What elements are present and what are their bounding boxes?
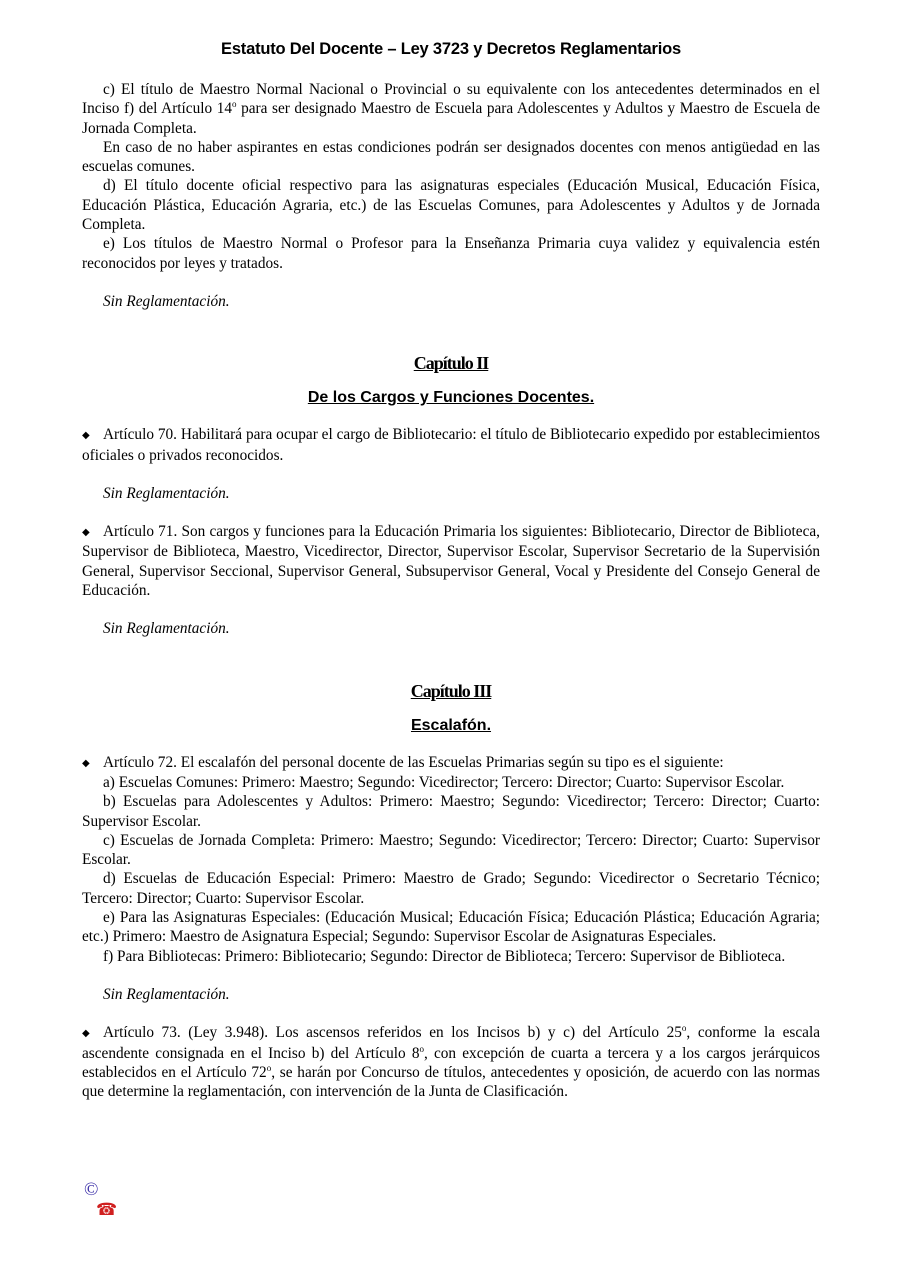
sin-reglamentacion-note: Sin Reglamentación. — [103, 620, 230, 638]
article-71: ◆ Artículo 71. Son cargos y funciones para la Educación Primaria los siguientes: Bibliotecario, Director de Biblioteca, Supervisor de Biblioteca, Maestro, Vicedirector, Director, Supervisor Escolar, Supervisor Secretario de la Supervisión General, Supervisor Seccional, Supervisor General, Subsupervisor General, Vocal y Presidente del Consejo General de Educación. — [82, 523, 820, 600]
list-item: d) Escuelas de Educación Especial: Primero: Maestro de Grado; Segundo: Vicedirector o Secretario Técnico; Tercero: Director; Cuarto: Supervisor Escolar. — [82, 870, 820, 907]
sin-reglamentacion-note: Sin Reglamentación. — [103, 985, 230, 1003]
article-73: ◆ Artículo 73. (Ley 3.948). Los ascensos referidos en los Incisos b) y c) del Artículo 25$^o$, conforme la escala ascendente consignada en el Inciso b) del Artículo 8$^o$, con excepción de cuarta a tercera y a los cargos jerárquicos establecidos en el Artículo 72$^o$, se harán por Concurso de títulos, antecedentes y oposición, de acuerdo con las normas que determine la reglamentación, con intervención de la Junta de Clasificación. — [82, 1023, 820, 1101]
list-item: b) Escuelas para Adolescentes y Adultos: Primero: Maestro; Segundo: Vicedirector; Tercero: Director; Cuarto: Supervisor Escolar. — [82, 793, 820, 830]
sin-reglamentacion-note: Sin Reglamentación. — [103, 484, 230, 502]
chapter-3-title: Capítulo III — [410, 680, 492, 701]
article-70: ◆ Artículo 70. Habilitará para ocupar el cargo de Bibliotecario: el título de Bibliotecario expedido por establecimientos oficiales o privados reconocidos. — [82, 426, 820, 464]
list-item: e) Para las Asignaturas Especiales: (Educación Musical; Educación Física; Educación Plástica; Educación Agraria; etc.) Primero: Maestro de Asignatura Especial; Segundo: Supervisor Escolar de Asignaturas Especiales. — [82, 909, 820, 946]
document-page — [82, 40, 820, 1101]
page-footer — [84, 1180, 117, 1220]
article-72: ◆ Artículo 72. El escalafón del personal docente de las Escuelas Primarias según su tipo es el siguiente: — [82, 753, 820, 773]
sin-reglamentacion-note: Sin Reglamentación. — [103, 292, 230, 310]
bullet-icon: ◆ — [82, 757, 90, 769]
chapter-2-subtitle: De los Cargos y Funciones Docentes. — [307, 389, 595, 407]
copyright-icon: © — [84, 1179, 99, 1200]
document-header: Estatuto Del Docente – Ley 3723 y Decretos Reglamentarios — [221, 40, 681, 58]
list-item: c) Escuelas de Jornada Completa: Primero: Maestro; Segundo: Vicedirector; Tercero: Director; Cuarto: Supervisor Escolar. — [82, 831, 820, 869]
paragraph-inciso-e: e) Los títulos de Maestro Normal o Profesor para la Enseñanza Primaria cuya validez y equivalencia estén reconocidos por leyes y tratados. — [82, 235, 820, 272]
paragraph-inciso-c-note: En caso de no haber aspirantes en estas condiciones podrán ser designados docentes con menos antigüedad en las escuelas comunes. — [82, 138, 820, 176]
phone-icon: ☎ — [96, 1200, 118, 1219]
paragraph-inciso-c: c) El título de Maestro Normal Nacional o Provincial o su equivalente con los antecedentes determinados en el Inciso f) del Artículo 14$^o$ para ser designado Maestro de Escuela para Adolescentes y Adultos y Maestro de Escuela de Jornada Completa. — [82, 81, 820, 137]
chapter-3-subtitle: Escalafón. — [410, 716, 492, 734]
paragraph-inciso-d: d) El título docente oficial respectivo para las asignaturas especiales (Educación Musical, Educación Física, Educación Plástica, Educación Agraria, etc.) de las Escuelas Comunes, para Adolescentes y Adultos y de Jornada Completa. — [82, 177, 820, 234]
bullet-icon: ◆ — [82, 527, 90, 539]
list-item: a) Escuelas Comunes: Primero: Maestro; Segundo: Vicedirector; Tercero: Director; Cuarto: Supervisor Escolar. — [103, 773, 785, 791]
chapter-2-title: Capítulo II — [413, 353, 489, 374]
bullet-icon: ◆ — [82, 430, 90, 442]
list-item: f) Para Bibliotecas: Primero: Bibliotecario; Segundo: Director de Biblioteca; Tercero: Supervisor de Biblioteca. — [103, 947, 786, 965]
bullet-icon: ◆ — [82, 1028, 90, 1040]
